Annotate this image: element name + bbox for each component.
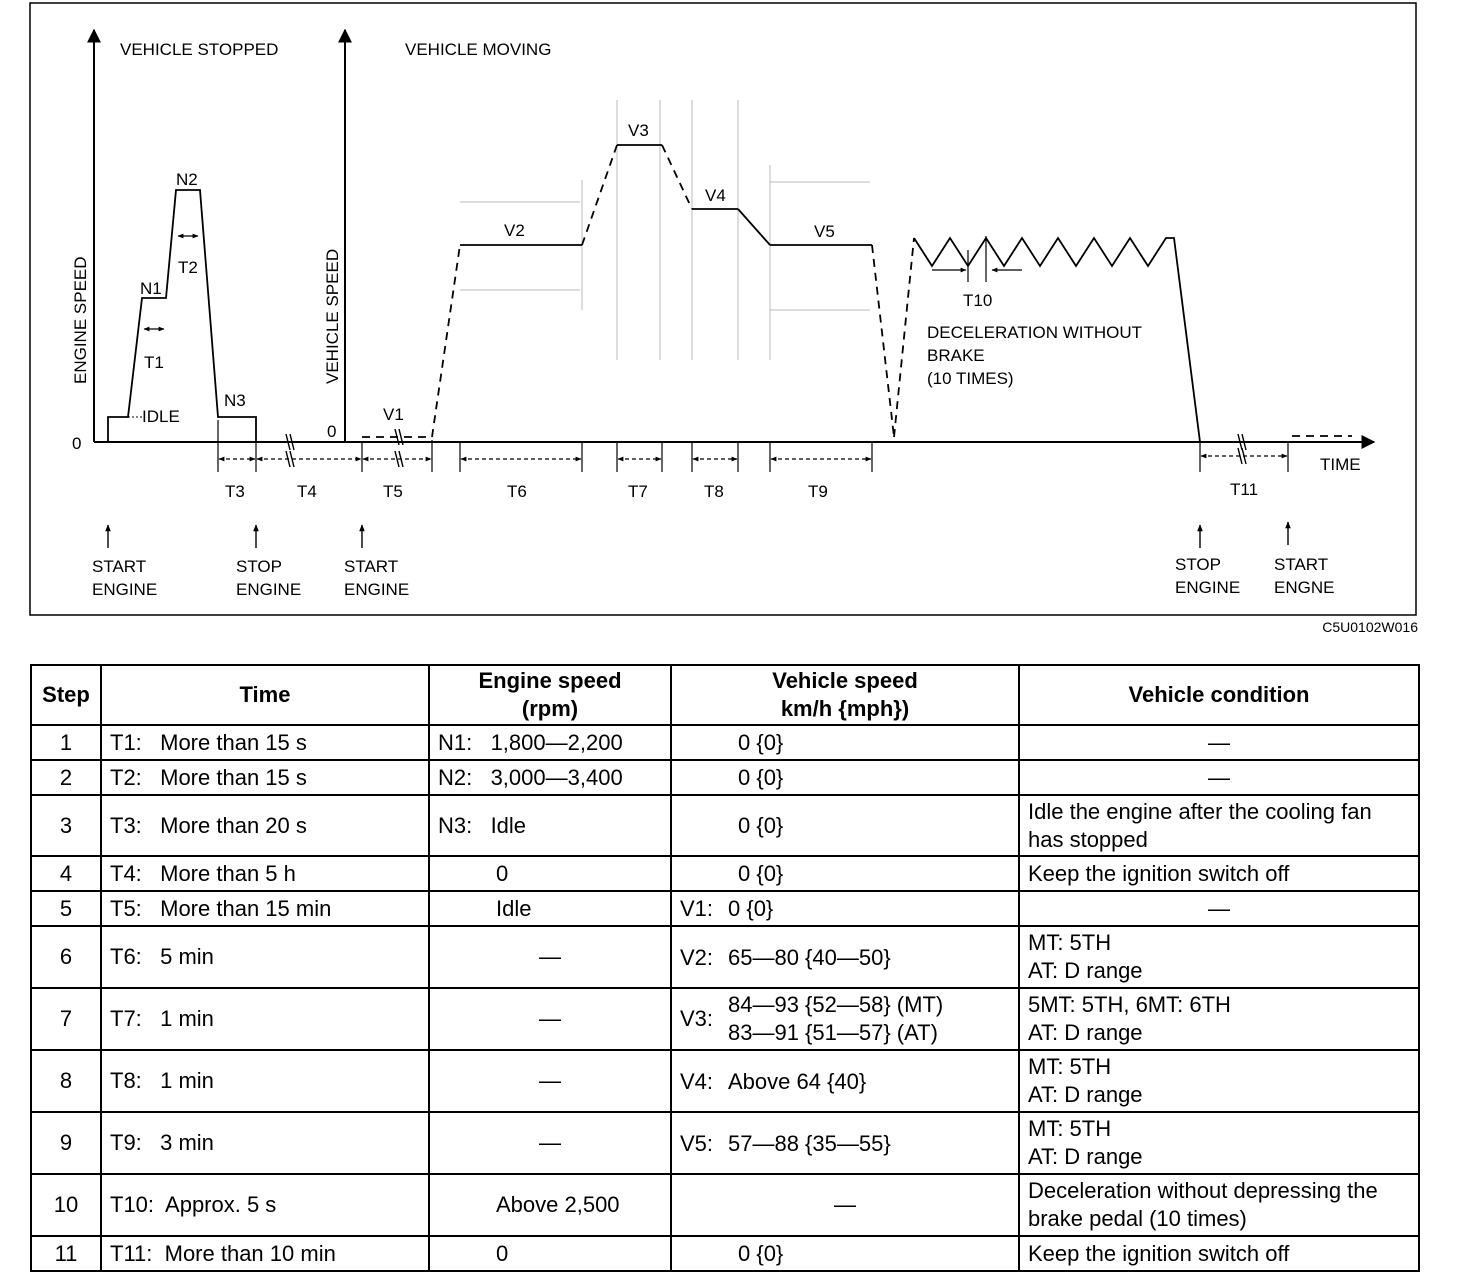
- vehicle-speed-prefix: V1:: [680, 896, 714, 922]
- cell-vehicle-speed: —: [671, 1174, 1019, 1236]
- event-stop-engine-2-l1: STOP: [1175, 555, 1221, 574]
- vehicle-speed-value: 57—88 {35—55}: [728, 1130, 891, 1156]
- cell-step: 6: [31, 926, 101, 988]
- cell-engine-speed: —: [429, 1050, 671, 1112]
- label-t3: T3: [225, 482, 245, 501]
- label-v5: V5: [814, 222, 835, 241]
- cell-vehicle-condition: [1019, 926, 1419, 988]
- label-n2: N2: [176, 170, 198, 189]
- cell-time: T9: 3 min: [101, 1112, 429, 1174]
- event-start-engine-1-l1: START: [92, 557, 147, 576]
- cell-step: 2: [31, 760, 101, 795]
- cell-vehicle-speed: [671, 1112, 1019, 1174]
- cell-vehicle-speed: 0 {0}: [671, 1236, 1019, 1271]
- header-vehicle-speed: [671, 665, 1019, 725]
- cell-vehicle-speed: [671, 988, 1019, 1050]
- label-t10: T10: [963, 291, 993, 310]
- table-row: [31, 891, 1419, 926]
- event-start-engine-2-l2: ENGINE: [344, 580, 410, 599]
- event-start-engine-3-l1: START: [1274, 555, 1329, 574]
- cell-time: T11: More than 10 min: [101, 1236, 429, 1271]
- cell-step: 8: [31, 1050, 101, 1112]
- cell-time: T1: More than 15 s: [101, 725, 429, 760]
- drive-cycle-diagram: [0, 0, 1472, 640]
- vehicle-zero-label: 0: [327, 422, 337, 441]
- header-step: Step: [31, 665, 101, 725]
- cell-time: T5: More than 15 min: [101, 891, 429, 926]
- diagram-frame: [30, 3, 1416, 615]
- table-row: [31, 1050, 1419, 1112]
- event-start-engine-3-l2: ENGNE: [1274, 578, 1335, 597]
- label-t9: T9: [808, 482, 828, 501]
- cell-time: T8: 1 min: [101, 1050, 429, 1112]
- cell-step: 7: [31, 988, 101, 1050]
- label-v4: V4: [705, 186, 726, 205]
- header-vehicle-speed-l1: Vehicle speed: [772, 668, 918, 693]
- cell-engine-speed: Above 2,500: [429, 1174, 671, 1236]
- cell-engine-speed: 0: [429, 856, 671, 891]
- table-header-row: [31, 665, 1419, 725]
- vehicle-speed-prefix: V5:: [680, 1130, 714, 1156]
- cell-vehicle-condition: Deceleration without depressing the brake pedal (10 times): [1019, 1174, 1419, 1236]
- axes: [94, 30, 1374, 442]
- cell-engine-speed: —: [429, 1112, 671, 1174]
- cell-step: 1: [31, 725, 101, 760]
- vehicle-speed-prefix: V3:: [680, 1006, 714, 1031]
- small-interval-arrows: [144, 236, 1022, 329]
- vehicle-speed-curve: [362, 145, 1352, 442]
- vehicle-speed-line-1: 84—93 {52—58} (MT): [728, 992, 944, 1017]
- label-v3: V3: [628, 121, 649, 140]
- vehicle-speed-value: [728, 991, 943, 1047]
- cell-step: 11: [31, 1236, 101, 1271]
- label-t7: T7: [628, 482, 648, 501]
- interval-arrows: [219, 456, 1287, 459]
- header-engine-speed: [429, 665, 671, 725]
- table-row: [31, 725, 1419, 760]
- cell-vehicle-condition: —: [1019, 891, 1419, 926]
- vehicle-speed-value: Above 64 {40}: [728, 1068, 867, 1094]
- cell-vehicle-condition: Keep the ignition switch off: [1019, 1236, 1419, 1271]
- table-row: [31, 760, 1419, 795]
- cell-step: 10: [31, 1174, 101, 1236]
- table-row: [31, 1236, 1419, 1271]
- event-stop-engine-1-l1: STOP: [236, 557, 282, 576]
- section-vehicle-stopped: VEHICLE STOPPED: [120, 40, 279, 59]
- cell-step: 9: [31, 1112, 101, 1174]
- vehicle-speed-prefix: V4:: [680, 1068, 714, 1094]
- cell-time: T4: More than 5 h: [101, 856, 429, 891]
- cell-vehicle-speed: 0 {0}: [671, 856, 1019, 891]
- label-v2: V2: [504, 221, 525, 240]
- label-t2: T2: [178, 258, 198, 277]
- cell-engine-speed: N2: 3,000—3,400: [429, 760, 671, 795]
- table-row: [31, 926, 1419, 988]
- cell-vehicle-condition: —: [1019, 760, 1419, 795]
- decel-note-line3: (10 TIMES): [927, 369, 1014, 388]
- cell-vehicle-condition: Idle the engine after the cooling fan has stopped: [1019, 795, 1419, 856]
- cell-time: T7: 1 min: [101, 988, 429, 1050]
- cell-vehicle-condition: [1019, 1112, 1419, 1174]
- cell-time: T6: 5 min: [101, 926, 429, 988]
- label-t4: T4: [297, 482, 317, 501]
- cell-vehicle-speed: [671, 1050, 1019, 1112]
- label-n1: N1: [140, 279, 162, 298]
- cell-vehicle-condition: Keep the ignition switch off: [1019, 856, 1419, 891]
- cell-vehicle-condition: [1019, 1050, 1419, 1112]
- section-vehicle-moving: VEHICLE MOVING: [405, 40, 552, 59]
- drive-cycle-table: [30, 664, 1420, 1272]
- engine-zero-label: 0: [72, 434, 82, 453]
- condition-line-2: AT: D range: [1028, 958, 1143, 983]
- vehicle-speed-prefix: V2:: [680, 944, 714, 970]
- cell-time: T3: More than 20 s: [101, 795, 429, 856]
- table-row: [31, 856, 1419, 891]
- cell-vehicle-speed: [671, 891, 1019, 926]
- vehicle-speed-value: 65—80 {40—50}: [728, 944, 891, 970]
- header-time: Time: [101, 665, 429, 725]
- event-stop-engine-2-l2: ENGINE: [1175, 578, 1241, 597]
- header-engine-speed-l1: Engine speed: [478, 668, 622, 693]
- cell-time: T10: Approx. 5 s: [101, 1174, 429, 1236]
- break-marks: [286, 429, 1246, 467]
- condition-line-1: MT: 5TH: [1028, 930, 1112, 955]
- cell-vehicle-speed: 0 {0}: [671, 725, 1019, 760]
- decel-note-line1: DECELERATION WITHOUT: [927, 323, 1143, 342]
- condition-line-1: MT: 5TH: [1028, 1116, 1112, 1141]
- label-idle: IDLE: [142, 407, 180, 426]
- cell-engine-speed: —: [429, 926, 671, 988]
- event-start-engine-1-l2: ENGINE: [92, 580, 158, 599]
- figure-code: C5U0102W016: [1322, 619, 1418, 635]
- cell-vehicle-speed: [671, 926, 1019, 988]
- table-row: [31, 1174, 1419, 1236]
- condition-line-1: 5MT: 5TH, 6MT: 6TH: [1028, 992, 1231, 1017]
- table-row: [31, 1112, 1419, 1174]
- cell-vehicle-condition: [1019, 988, 1419, 1050]
- condition-line-2: AT: D range: [1028, 1082, 1143, 1107]
- vehicle-speed-axis-title: VEHICLE SPEED: [323, 248, 342, 384]
- vehicle-speed-line-2: 83—91 {51—57} (AT): [728, 1020, 938, 1045]
- engine-speed-axis-title: ENGINE SPEED: [71, 256, 90, 384]
- header-vehicle-speed-l2: km/h {mph}): [780, 696, 910, 721]
- label-t6: T6: [507, 482, 527, 501]
- event-arrows: [108, 522, 1288, 548]
- time-axis-title: TIME: [1320, 455, 1361, 474]
- cell-vehicle-speed: 0 {0}: [671, 760, 1019, 795]
- label-v1: V1: [383, 405, 404, 424]
- condition-line-2: AT: D range: [1028, 1020, 1143, 1045]
- cell-engine-speed: N3: Idle: [429, 795, 671, 856]
- table-row: [31, 795, 1419, 856]
- cell-vehicle-speed: 0 {0}: [671, 795, 1019, 856]
- decel-note-line2: BRAKE: [927, 346, 985, 365]
- label-t8: T8: [704, 482, 724, 501]
- label-t11: T11: [1230, 480, 1259, 499]
- label-t5: T5: [383, 482, 403, 501]
- cell-step: 4: [31, 856, 101, 891]
- cell-engine-speed: Idle: [429, 891, 671, 926]
- condition-line-1: MT: 5TH: [1028, 1054, 1112, 1079]
- cell-engine-speed: —: [429, 988, 671, 1050]
- cell-step: 5: [31, 891, 101, 926]
- interval-ticks: [218, 420, 1288, 472]
- label-n3: N3: [224, 391, 246, 410]
- header-engine-speed-l2: (rpm): [521, 696, 579, 721]
- cell-engine-speed: 0: [429, 1236, 671, 1271]
- cell-vehicle-condition: —: [1019, 725, 1419, 760]
- cell-time: T2: More than 15 s: [101, 760, 429, 795]
- cell-engine-speed: N1: 1,800—2,200: [429, 725, 671, 760]
- event-stop-engine-1-l2: ENGINE: [236, 580, 302, 599]
- cell-step: 3: [31, 795, 101, 856]
- label-t1: T1: [144, 353, 164, 372]
- condition-line-2: AT: D range: [1028, 1144, 1143, 1169]
- event-start-engine-2-l1: START: [344, 557, 399, 576]
- header-vehicle-condition: Vehicle condition: [1019, 665, 1419, 725]
- vehicle-speed-value: 0 {0}: [728, 896, 774, 922]
- table-row: [31, 988, 1419, 1050]
